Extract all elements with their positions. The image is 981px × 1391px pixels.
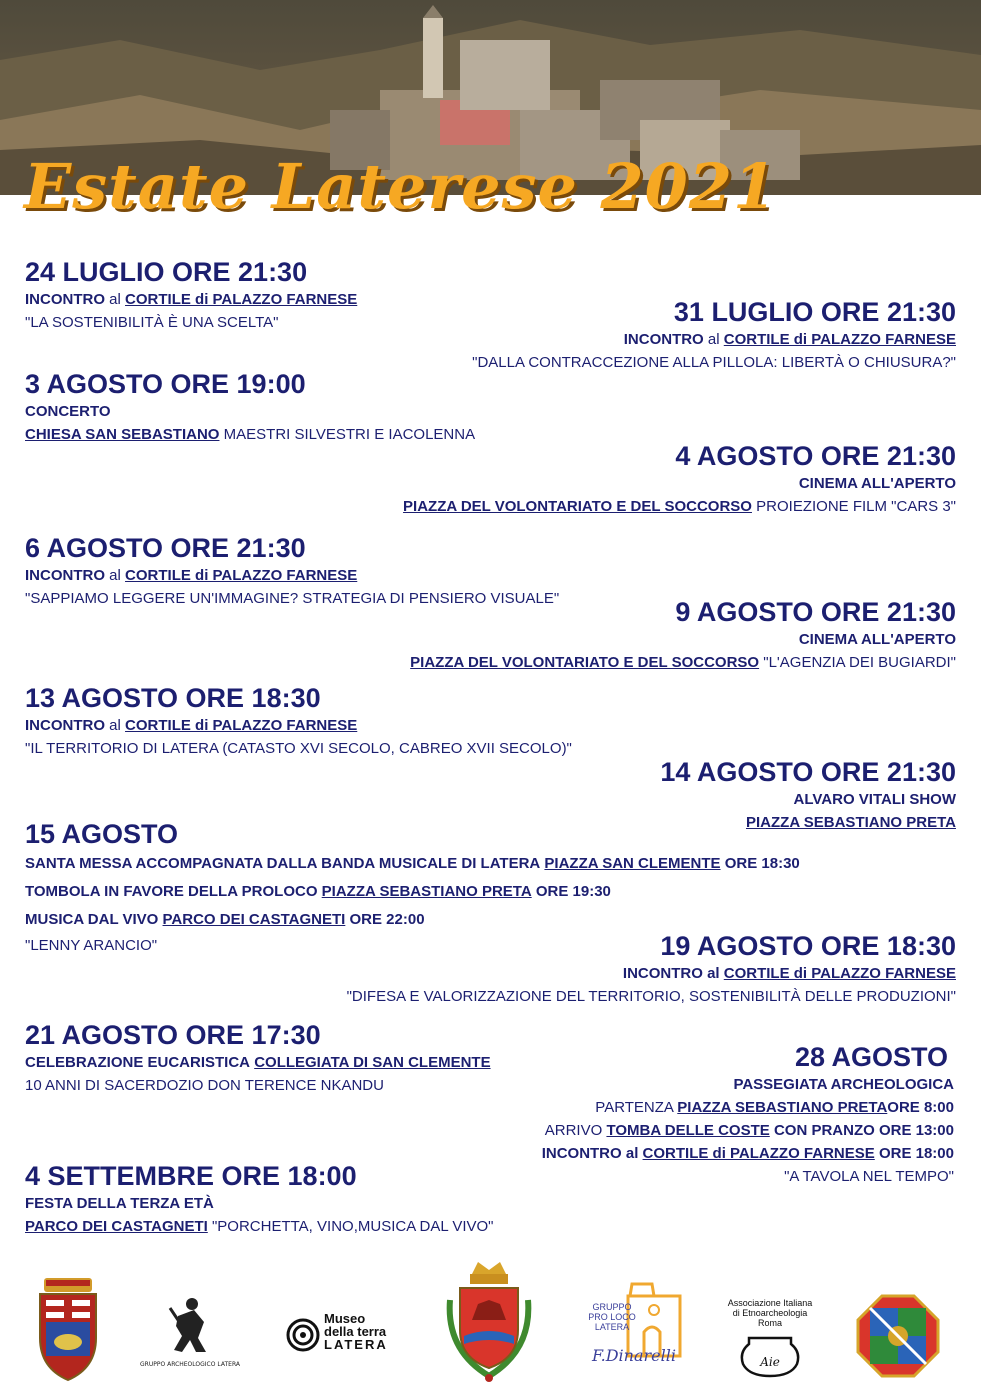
place-link[interactable]: PIAZZA DEL VOLONTARIATO E DEL SOCCORSO (403, 498, 752, 515)
place-link[interactable]: PIAZZA SAN CLEMENTE (544, 855, 721, 872)
event-13-agosto (25, 682, 572, 760)
place-link[interactable]: CORTILE di PALAZZO FARNESE (723, 331, 956, 348)
event-type: CINEMA ALL'APERTO (798, 475, 956, 492)
pro-loco-text: GRUPPO PRO LOCO LATERA (588, 1302, 636, 1332)
place-link[interactable]: COLLEGIATA DI SAN CLEMENTE (254, 1054, 491, 1071)
event-place-line: PARCO DEI CASTAGNETI "PORCHETTA, VINO,MUSICA DAL VIVO" (25, 1218, 494, 1235)
museo-text: Museo della terra LATERA (324, 1311, 388, 1352)
place-link[interactable]: PIAZZA SEBASTIANO PRETA (677, 1099, 888, 1116)
event-heading: 14 AGOSTO ORE 21:30 (660, 757, 956, 787)
pro-loco-logo (582, 1280, 694, 1372)
pot-icon (735, 1332, 805, 1378)
event-heading: 28 AGOSTO (794, 1042, 948, 1072)
event-type: ALVARO VITALI SHOW (793, 791, 956, 808)
event-9-agosto (410, 596, 956, 674)
event-place-line: INCONTRO al CORTILE di PALAZZO FARNESE (25, 717, 358, 734)
event-4-agosto (403, 440, 956, 518)
event-type: FESTA DELLA TERZA ETÀ (25, 1195, 214, 1212)
spiral-icon (286, 1318, 320, 1352)
place-link[interactable]: CORTILE di PALAZZO FARNESE (125, 717, 358, 734)
event-heading: 13 AGOSTO ORE 18:30 (25, 683, 321, 713)
event-heading: 4 SETTEMBRE ORE 18:00 (25, 1161, 357, 1191)
pro-loco-signature: F.Dinarelli (592, 1346, 676, 1365)
event-heading: 6 AGOSTO ORE 21:30 (25, 533, 306, 563)
event-3-agosto (25, 368, 475, 446)
event-heading: 4 AGOSTO ORE 21:30 (675, 441, 956, 471)
event-type: CINEMA ALL'APERTO (798, 631, 956, 648)
event-place-line: PIAZZA DEL VOLONTARIATO E DEL SOCCORSO PROIEZIONE FILM "CARS 3" (403, 498, 956, 515)
place-link[interactable]: PARCO DEI CASTAGNETI (25, 1218, 208, 1235)
lazio-emblem-icon (856, 1294, 940, 1378)
aie-logo (720, 1298, 820, 1380)
place-link[interactable]: CORTILE di PALAZZO FARNESE (125, 291, 358, 308)
event-desc: 10 ANNI DI SACERDOZIO DON TERENCE NKANDU (25, 1077, 384, 1094)
event-desc: "DALLA CONTRACCEZIONE ALLA PILLOLA: LIBERTÀ O CHIUSURA?" (472, 354, 956, 371)
place-link[interactable]: PIAZZA SEBASTIANO PRETA (321, 883, 532, 900)
event-heading: 3 AGOSTO ORE 19:00 (25, 369, 306, 399)
event-heading: 19 AGOSTO ORE 18:30 (660, 931, 956, 961)
regione-lazio-logo (856, 1294, 940, 1383)
place-link[interactable]: PARCO DEI CASTAGNETI (162, 911, 346, 928)
coat-of-arms-icon (442, 1260, 536, 1384)
event-line: TOMBOLA IN FAVORE DELLA PROLOCO PIAZZA SEBASTIANO PRETA ORE 19:30 (25, 883, 611, 900)
event-heading: 31 LUGLIO ORE 21:30 (673, 297, 956, 327)
crest-icon (36, 1276, 100, 1382)
event-desc: "LA SOSTENIBILITÀ È UNA SCELTA" (25, 314, 279, 331)
event-4-settembre (25, 1160, 494, 1238)
event-place-line: INCONTRO al CORTILE di PALAZZO FARNESE (623, 331, 956, 348)
event-place-line: INCONTRO al CORTILE di PALAZZO FARNESE (25, 567, 358, 584)
event-heading: 15 AGOSTO (25, 819, 179, 849)
event-19-agosto (347, 930, 956, 1008)
event-heading: 9 AGOSTO ORE 21:30 (675, 597, 956, 627)
event-line: PARTENZA PIAZZA SEBASTIANO PRETAORE 8:00 (595, 1099, 954, 1116)
event-28-agosto (542, 1041, 954, 1188)
event-place-line: CELEBRAZIONE EUCARISTICA COLLEGIATA DI SAN CLEMENTE (25, 1054, 491, 1071)
gruppo-archeologico-logo (140, 1286, 240, 1375)
municipality-crest-logo (36, 1276, 100, 1387)
event-type: CONCERTO (25, 403, 111, 420)
event-type: PASSEGIATA ARCHEOLOGICA (733, 1076, 954, 1093)
event-line: SANTA MESSA ACCOMPAGNATA DALLA BANDA MUSICALE DI LATERA PIAZZA SAN CLEMENTE ORE 18:30 (25, 855, 800, 872)
archaeologist-icon (140, 1286, 240, 1370)
event-desc: "SAPPIAMO LEGGERE UN'IMMAGINE? STRATEGIA DI PENSIERO VISUALE" (25, 590, 560, 607)
event-24-luglio (25, 256, 357, 334)
event-heading: 21 AGOSTO ORE 17:30 (25, 1020, 321, 1050)
event-place-line: PIAZZA DEL VOLONTARIATO E DEL SOCCORSO "L'AGENZIA DEI BUGIARDI" (410, 654, 956, 671)
event-desc: "A TAVOLA NEL TEMPO" (784, 1168, 954, 1185)
place-link[interactable]: CHIESA SAN SEBASTIANO (25, 426, 220, 443)
event-place-line: CHIESA SAN SEBASTIANO MAESTRI SILVESTRI E IACOLENNA (25, 426, 476, 443)
place-link[interactable]: PIAZZA SEBASTIANO PRETA (745, 814, 956, 831)
event-21-agosto (25, 1019, 491, 1097)
event-line: MUSICA DAL VIVO PARCO DEI CASTAGNETI ORE 22:00 (25, 911, 425, 928)
event-line: ARRIVO TOMBA DELLE COSTE CON PRANZO ORE 13:00 (544, 1122, 954, 1139)
aie-text: Associazione Italiana di Etnoarcheologia Roma (727, 1298, 813, 1328)
place-link[interactable]: CORTILE di PALAZZO FARNESE (125, 567, 358, 584)
place-link[interactable]: PIAZZA DEL VOLONTARIATO E DEL SOCCORSO (410, 654, 760, 671)
place-link[interactable]: CORTILE di PALAZZO FARNESE (723, 965, 956, 982)
archeo-name: GRUPPO ARCHEOLOGICO LATERA (140, 1361, 240, 1368)
event-desc: "IL TERRITORIO DI LATERA (CATASTO XVI SECOLO, CABREO XVII SECOLO)" (25, 740, 572, 757)
event-31-luglio (472, 296, 956, 374)
latera-coat-of-arms-logo (442, 1260, 536, 1389)
event-place-line: INCONTRO al CORTILE di PALAZZO FARNESE (25, 291, 358, 308)
event-desc: "LENNY ARANCIO" (25, 937, 158, 954)
event-heading: 24 LUGLIO ORE 21:30 (25, 257, 308, 287)
place-link[interactable]: CORTILE di PALAZZO FARNESE (642, 1145, 875, 1162)
aie-mark: Aie (760, 1355, 780, 1369)
place-link[interactable]: TOMBA DELLE COSTE (606, 1122, 770, 1139)
event-place-line: INCONTRO al CORTILE di PALAZZO FARNESE (622, 965, 956, 982)
page-title: Estate Laterese 2021 (24, 150, 778, 223)
event-desc: "DIFESA E VALORIZZAZIONE DEL TERRITORIO, SOSTENIBILITÀ DELLE PRODUZIONI" (346, 988, 956, 1005)
museo-terra-logo (286, 1310, 406, 1356)
event-line: INCONTRO al CORTILE di PALAZZO FARNESE ORE 18:00 (541, 1145, 954, 1162)
